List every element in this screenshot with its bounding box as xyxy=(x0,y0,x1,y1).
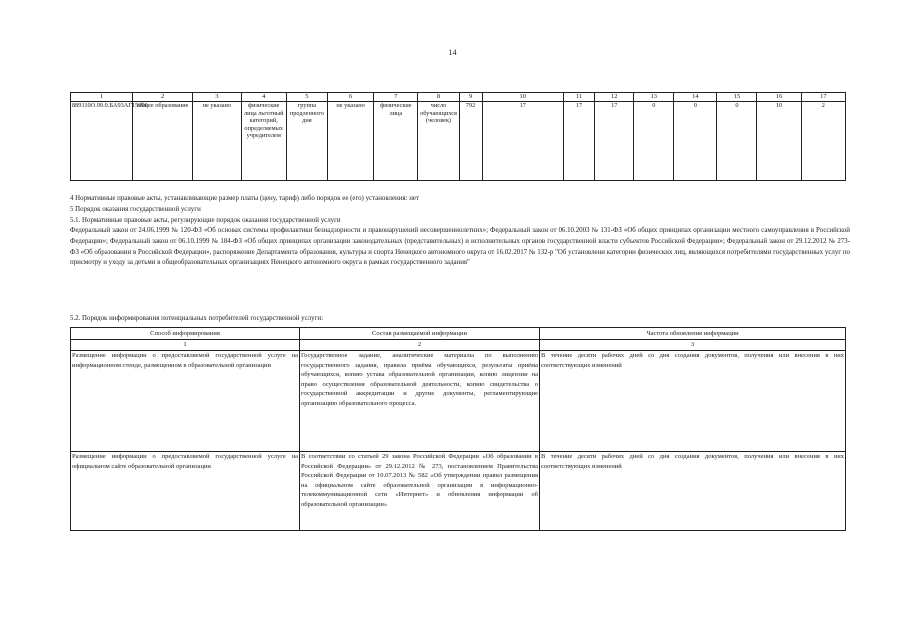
indicators-col-number: 4 xyxy=(241,93,286,102)
indicators-col-number: 17 xyxy=(801,93,845,102)
indicators-cell: не указано xyxy=(327,102,373,181)
informing-col-number: 1 xyxy=(71,340,300,351)
indicators-col-number: 10 xyxy=(482,93,563,102)
text-sections xyxy=(70,193,850,269)
informing-frequency-cell: В течение десяти рабочих дней со дня создания документов, получения или внесения в них соответствующих изменений xyxy=(540,452,846,531)
page-number: 14 xyxy=(448,48,457,57)
indicators-col-number: 11 xyxy=(563,93,595,102)
informing-table xyxy=(70,327,846,531)
section-4-fees: 4 Нормативные правовые акты, устанавливающие размер платы (цену, тариф) либо порядок ее (его) установления: нет xyxy=(70,195,419,202)
table-row xyxy=(71,351,846,452)
informing-method-cell: Размещение информации о предоставляемой государственной услуге на информационном стенде, размещенном в образовательной организации xyxy=(71,351,300,452)
indicators-col-number: 7 xyxy=(374,93,418,102)
section-5-title: 5 Порядок оказания государственной услуги xyxy=(70,206,201,213)
indicators-cell: 0 xyxy=(634,102,674,181)
section-5-2-title: 5.2. Порядок информирования потенциальных потребителей государственной услуги: xyxy=(70,315,323,322)
indicators-col-number: 5 xyxy=(286,93,327,102)
informing-method-cell: Размещение информации о предоставляемой государственной услуге на официальном сайте образовательной организации xyxy=(71,452,300,531)
indicators-cell: 2 xyxy=(801,102,845,181)
informing-content-cell: Государственное задание, аналитические материалы по выполнению государственного задания, правила приёма обучающихся, результаты приёма обучающихся, копию устава образовательной организации, копию лицензии на право осуществления образовательной деятельности, копию свидетельства о государственной аккредитации и другие документы, регламентирующие организацию образовательного процесса. xyxy=(300,351,540,452)
indicators-cell: 10 xyxy=(757,102,801,181)
indicators-col-number: 1 xyxy=(71,93,133,102)
indicators-cell: 0 xyxy=(674,102,717,181)
indicators-cell: общее образование xyxy=(133,102,193,181)
indicators-col-number: 3 xyxy=(193,93,241,102)
indicators-col-number: 13 xyxy=(634,93,674,102)
informing-frequency-cell: В течение десяти рабочих дней со дня создания документов, получения или внесения в них соответствующих изменений xyxy=(540,351,846,452)
informing-header-frequency: Частота обновления информации xyxy=(540,328,846,340)
indicators-data-row xyxy=(71,102,846,181)
indicators-col-number: 6 xyxy=(327,93,373,102)
indicators-col-number: 12 xyxy=(595,93,634,102)
indicators-col-number: 2 xyxy=(133,93,193,102)
indicators-cell: 792 xyxy=(459,102,482,181)
indicators-cell: 17 xyxy=(482,102,563,181)
indicators-col-number: 15 xyxy=(717,93,757,102)
indicators-col-number: 16 xyxy=(757,93,801,102)
table-row xyxy=(71,452,846,531)
indicators-cell: физические лица льготный категорий, определяемых учредителем xyxy=(241,102,286,181)
indicators-cell: 0 xyxy=(717,102,757,181)
indicators-cell: физические лица xyxy=(374,102,418,181)
indicators-cell: число обучающихся (человек) xyxy=(418,102,459,181)
indicators-table xyxy=(70,92,846,181)
indicators-cell: группа продленного дня xyxy=(286,102,327,181)
informing-col-number: 3 xyxy=(540,340,846,351)
informing-header-row xyxy=(71,328,846,340)
informing-header-content: Состав размещаемой информации xyxy=(300,328,540,340)
informing-number-row xyxy=(71,340,846,351)
informing-header-method: Способ информирования xyxy=(71,328,300,340)
indicators-col-number: 14 xyxy=(674,93,717,102)
informing-col-number: 2 xyxy=(300,340,540,351)
indicators-cell: 889110О.99.0.БА93АГ15000 xyxy=(71,102,133,181)
section-5-1-title: 5.1. Нормативные правовые акты, регулирующие порядок оказания государственной услуги xyxy=(70,217,341,224)
section-5-1-laws: Федеральный закон от 24.06.1999 № 120-ФЗ «Об основах системы профилактики безнадзорности и правонарушений несовершеннолетних»; Федеральный закон от 06.10.2003 № 131-ФЗ «Об общих принципах организации местного самоуправления в Российской Федерации»; Федеральный закон от 06.10.1999 № 184-ФЗ «Об общих принципах организации законодательных (представительных) и исполнительных органов государственной власти субъектов Российской Федерации»; Федеральный закон от 29.12.2012 № 273-ФЗ «Об образовании в Российской Федерации», распоряжение Департамента образования, культуры и спорта Ненецкого автономного округа от 16.02.2017 № 132-р "Об установлени категории физических лиц, являющихся потребителями государственных услуг по присмотру и уходу за детьми в общеобразовательных организациях Ненецкого автономного округа в рамках государственного задания" xyxy=(70,227,850,267)
indicators-cell: не указано xyxy=(193,102,241,181)
indicators-header-row xyxy=(71,93,846,102)
indicators-col-number: 8 xyxy=(418,93,459,102)
informing-content-cell: В соответствии со статьей 29 закона Российской Федерации «Об образовании в Российской Федерации» от 29.12.2012 № 273, постановлением Правительства Российской Федерации от 10.07.2013 № 582 «Об утверждении правил размещения на официальном сайте образовательной организации в информационно-телекоммуникационной сети «Интернет» и обновления информации об образовательной организации» xyxy=(300,452,540,531)
indicators-col-number: 9 xyxy=(459,93,482,102)
indicators-cell: 17 xyxy=(595,102,634,181)
indicators-cell: 17 xyxy=(563,102,595,181)
